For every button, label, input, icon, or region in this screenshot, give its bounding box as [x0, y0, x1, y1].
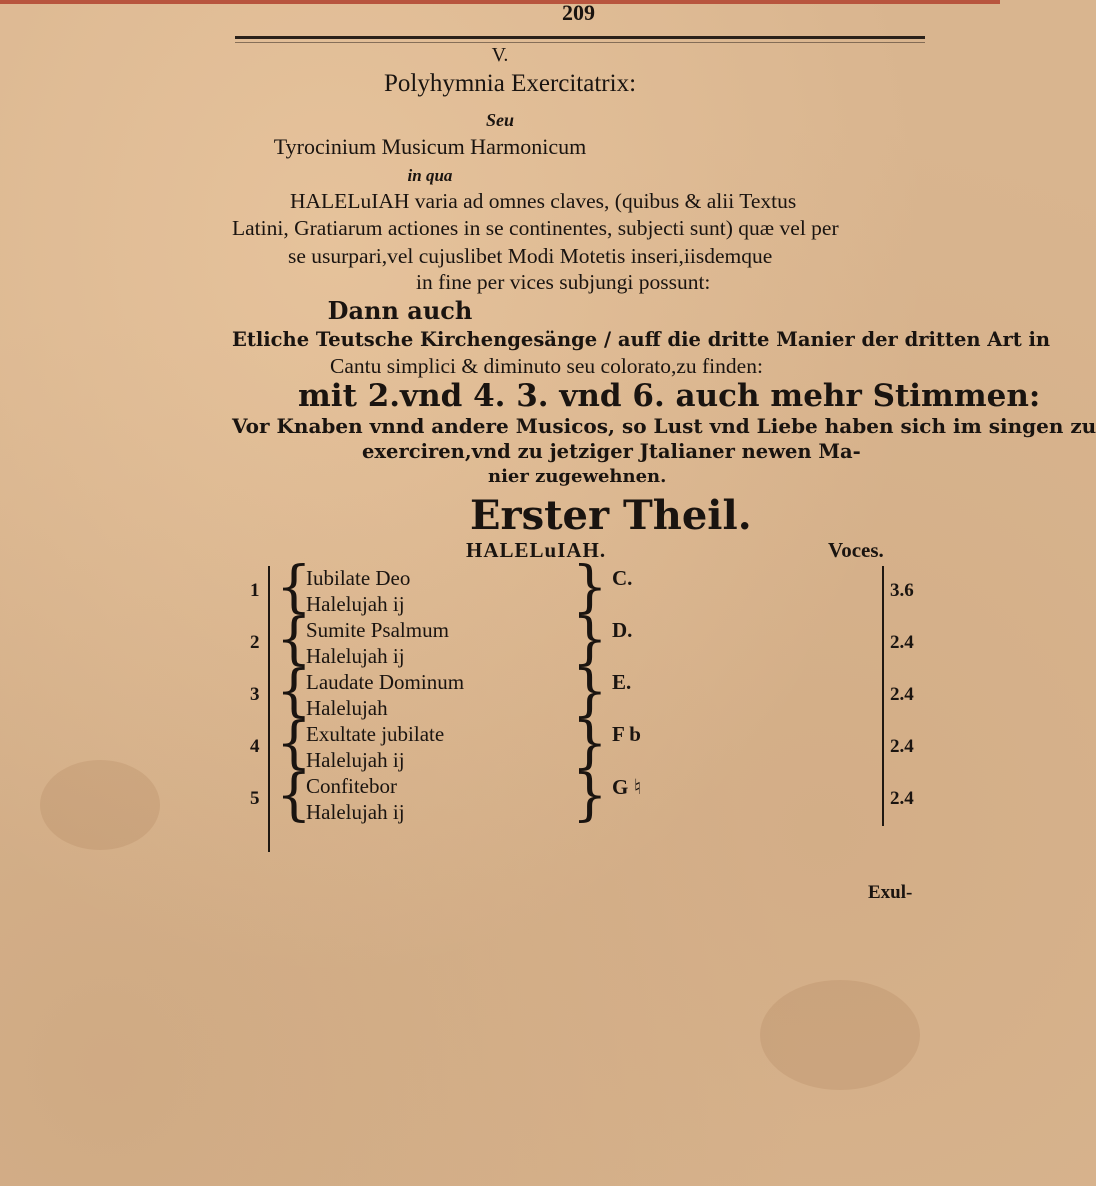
text-incipit: Sumite Psalmum: [306, 618, 449, 642]
left-brace: {: [276, 659, 312, 724]
german-line: nier zugewehnen.: [488, 466, 667, 487]
description-line: in fine per vices subjungi possunt:: [416, 270, 711, 294]
text-halelujah: Halelujah ij: [306, 748, 405, 772]
row-rule-left: [268, 670, 270, 722]
seu-word: Seu: [485, 110, 514, 130]
row-rule-left: [268, 618, 270, 670]
row-rule-right: [882, 722, 884, 774]
row-rule-left: [268, 774, 270, 826]
left-brace: {: [276, 607, 312, 672]
voices-count: 2.4: [890, 788, 914, 809]
german-line: Etliche Teutsche Kirchengesänge / auff die dritte Manier der dritten Art in: [232, 328, 1051, 351]
subtitle: Tyrocinium Musicum Harmonicum: [273, 134, 587, 159]
text-incipit: Iubilate Deo: [306, 566, 411, 590]
text-halelujah: Halelujah ij: [306, 592, 405, 616]
text-halelujah: Halelujah: [306, 696, 388, 720]
key-letter: E.: [612, 670, 632, 694]
left-brace: {: [276, 763, 312, 828]
text-halelujah: Halelujah ij: [306, 800, 405, 824]
header-rule-thin: [235, 42, 925, 43]
table-row: [0, 659, 1000, 724]
row-rule-left: [268, 722, 270, 774]
row-number: 2: [250, 632, 260, 653]
table-header-haleluiah: HALELuIAH.: [466, 538, 607, 562]
key-letter: G ♮: [612, 775, 642, 799]
description-line: Latini, Gratiarum actiones in se continentes, subjecti sunt) quæ vel per: [232, 216, 839, 240]
row-rule-right: [882, 566, 884, 618]
german-line: exerciren,vnd zu jetziger Jtalianer newen Ma-: [362, 440, 861, 463]
german-line: Vor Knaben vnnd andere Musicos, so Lust vnd Liebe haben sich im singen zu: [232, 414, 1096, 438]
row-rule-tail: [268, 826, 270, 852]
table-row: [0, 555, 1000, 620]
voices-count: 2.4: [890, 684, 914, 705]
row-rule-left: [268, 566, 270, 618]
german-heading: Dann auch: [327, 296, 473, 325]
key-letter: F b: [612, 722, 641, 746]
text-incipit: Exultate jubilate: [306, 722, 445, 746]
description-line: HALELuIAH varia ad omnes claves, (quibus & alii Textus: [290, 189, 797, 213]
text-incipit: Confitebor: [306, 774, 397, 798]
voices-count: 2.4: [890, 632, 914, 653]
catchword: Exul-: [868, 882, 913, 903]
part-title: Erster Theil.: [470, 492, 752, 539]
header-rule: [235, 36, 925, 39]
text-incipit: Laudate Dominum: [306, 670, 465, 694]
page-number: 209: [562, 0, 595, 25]
row-number: 3: [250, 684, 260, 705]
section-number: V.: [491, 44, 509, 66]
key-letter: C.: [612, 566, 633, 590]
row-rule-right: [882, 774, 884, 826]
row-rule-right: [882, 618, 884, 670]
right-brace: }: [572, 555, 608, 620]
german-line: Cantu simplici & diminuto seu colorato,zu finden:: [330, 354, 763, 378]
left-brace: {: [276, 711, 312, 776]
page-top-edge: [0, 0, 1000, 4]
row-number: 5: [250, 788, 260, 809]
table-header-voces: Voces.: [828, 538, 884, 562]
right-brace: }: [572, 711, 608, 776]
row-rule-right: [882, 670, 884, 722]
in-qua-word: in qua: [407, 166, 453, 185]
main-title: Polyhymnia Exercitatrix:: [383, 70, 637, 97]
table-row: [0, 607, 1000, 672]
voices-count: 2.4: [890, 736, 914, 757]
right-brace: }: [572, 659, 608, 724]
text-halelujah: Halelujah ij: [306, 644, 405, 668]
left-brace: {: [276, 555, 312, 620]
voices-heading: mit 2.vnd 4. 3. vnd 6. auch mehr Stimmen:: [298, 378, 1041, 414]
row-number: 4: [250, 736, 260, 757]
description-line: se usurpari,vel cujuslibet Modi Motetis inseri,iisdemque: [288, 244, 773, 268]
right-brace: }: [572, 763, 608, 828]
paper-stain: [760, 980, 920, 1090]
key-letter: D.: [612, 618, 633, 642]
right-brace: }: [572, 607, 608, 672]
voices-count: 3.6: [890, 580, 914, 601]
table-row: [0, 711, 1000, 776]
row-number: 1: [250, 580, 260, 601]
table-row: [0, 763, 1000, 828]
